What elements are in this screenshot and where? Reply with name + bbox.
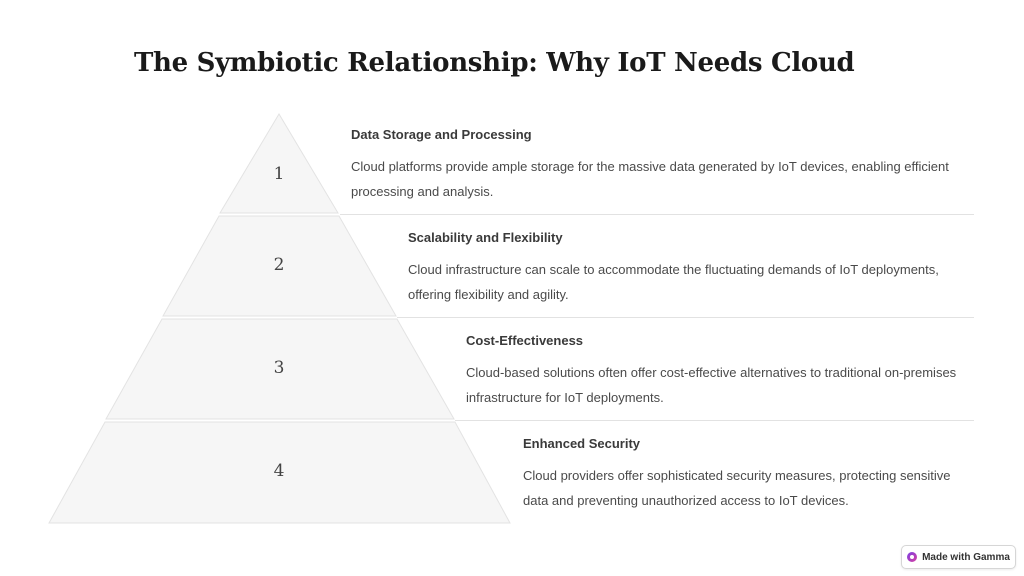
tier-divider-2 bbox=[397, 317, 974, 318]
badge-label: Made with Gamma bbox=[922, 551, 1010, 563]
tier-heading-1: Data Storage and Processing bbox=[351, 127, 532, 142]
tier-number-1: 1 bbox=[273, 164, 285, 184]
tier-detail-3 bbox=[466, 333, 974, 410]
tier-number-4: 4 bbox=[273, 461, 285, 481]
gamma-logo-icon bbox=[907, 552, 917, 562]
tier-description-2: Cloud infrastructure can scale to accommodate the fluctuating demands of IoT deployments, offering flexibility and agility. bbox=[408, 262, 939, 302]
tier-heading-2: Scalability and Flexibility bbox=[408, 230, 563, 245]
tier-description-3: Cloud-based solutions often offer cost-effective alternatives to traditional on-premises infrastructure for IoT deployments. bbox=[466, 365, 957, 405]
tier-detail-2 bbox=[408, 230, 974, 307]
made-with-gamma-badge[interactable] bbox=[901, 545, 1016, 569]
page-title: The Symbiotic Relationship: Why IoT Needs Cloud bbox=[134, 48, 855, 78]
tier-description-1: Cloud platforms provide ample storage for the massive data generated by IoT devices, enabling efficient processing and analysis. bbox=[351, 159, 949, 199]
tier-description-4: Cloud providers offer sophisticated security measures, protecting sensitive data and preventing unauthorized access to IoT devices. bbox=[523, 468, 951, 508]
tier-divider-3 bbox=[455, 420, 974, 421]
tier-number-2: 2 bbox=[273, 255, 285, 275]
tier-detail-1 bbox=[351, 127, 974, 204]
tier-heading-4: Enhanced Security bbox=[523, 436, 641, 451]
tier-detail-4 bbox=[523, 436, 974, 513]
tier-number-3: 3 bbox=[273, 358, 285, 378]
tier-heading-3: Cost-Effectiveness bbox=[466, 333, 584, 348]
tier-divider-1 bbox=[340, 214, 974, 215]
